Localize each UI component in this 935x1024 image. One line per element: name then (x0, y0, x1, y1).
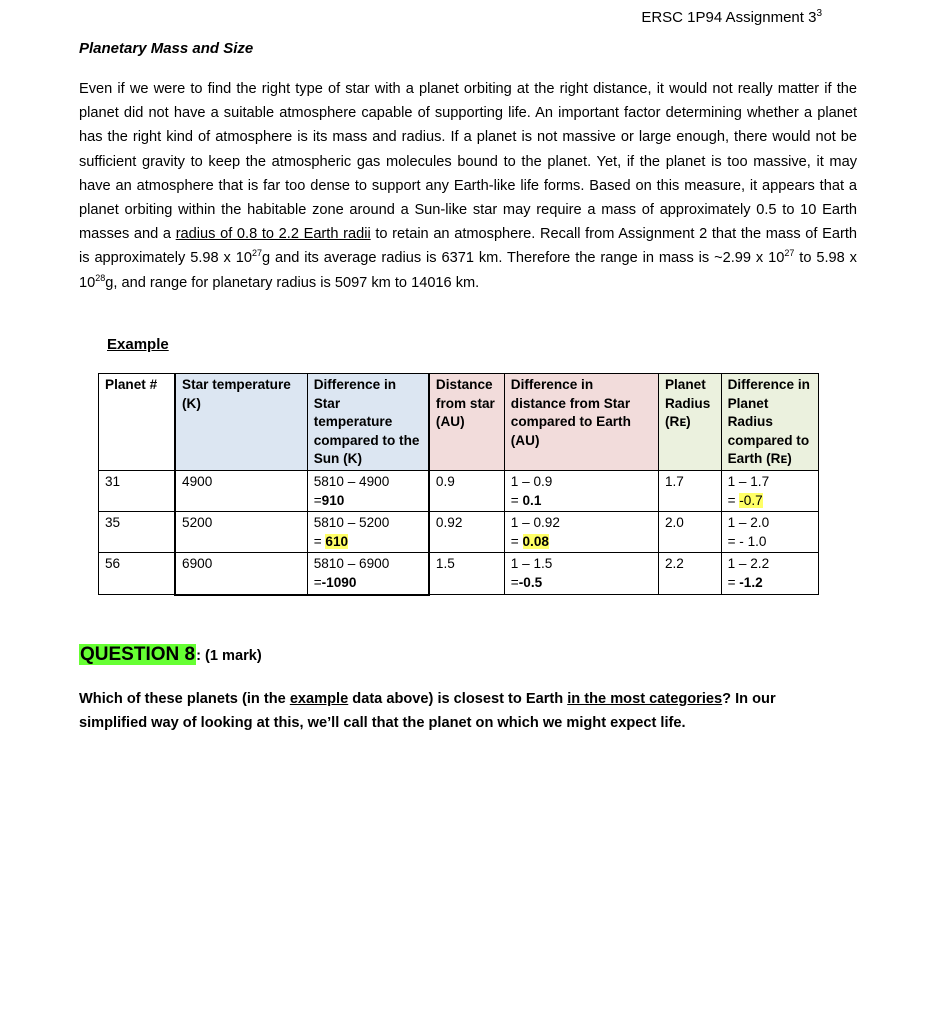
header-diff-temp: Difference in Star temperature compared to the Sun (K) (307, 374, 429, 471)
intro-paragraph (79, 77, 857, 295)
cell-diff-distance (504, 512, 658, 553)
table-row (99, 512, 819, 553)
cell-planet: 31 (99, 470, 176, 511)
table-row (99, 470, 819, 511)
question-tag: QUESTION 8 (80, 644, 196, 665)
diff-dist-expr: 1 – 0.9 (510, 473, 553, 489)
para-exp-3: 28 (95, 272, 106, 283)
header-radius: Planet Radius (Rᴇ) (658, 374, 721, 471)
diff-dist-result: -0.5 (518, 574, 543, 590)
diff-radius-result-highlight: -0.7 (739, 492, 763, 508)
diff-radius-result: -1.2 (739, 574, 763, 590)
para-exp-2: 27 (784, 248, 795, 259)
question-text-2: data above) is closest to Earth (348, 691, 568, 707)
header-distance: Distance from star (AU) (429, 374, 504, 471)
cell-diff-radius (721, 512, 818, 553)
para-text-4: to 5.98 x 10 (79, 250, 857, 291)
para-text-1: Even if we were to find the right type of star with a planet orbiting at the right distance, it would not really matter if the planet did not have a suitable atmosphere capable of supporting life. An important factor determining whether a planet has the right kind of atmosphere is its mass and radius. If a planet is not massive or large enough, there would not be sufficient gravity to keep the atmospheric gas molecules bound to the planet. Yet, if the planet is too massive, it may have an atmosphere that is far too dense to support any Earth-like life forms. Based on this measure, it appears that a planet orbiting within the habitable zone around a Sun-like star may require a mass of approximately 0.5 to 10 Earth masses and a (79, 81, 857, 243)
header-planet: Planet # (99, 374, 176, 471)
diff-dist-expr: 1 – 1.5 (510, 556, 553, 572)
question-heading (79, 644, 262, 666)
diff-radius-prefix: = - (727, 533, 748, 549)
table-header-row (99, 374, 819, 471)
diff-dist-prefix: = (510, 574, 519, 590)
header-superscript: 3 (816, 8, 822, 19)
question-underline-categories: in the most categories (567, 691, 723, 707)
page-header (641, 8, 822, 26)
cell-star-temp: 5200 (175, 512, 307, 553)
example-label: Example (107, 336, 169, 353)
cell-diff-temp (307, 470, 429, 511)
cell-diff-temp (307, 512, 429, 553)
cell-planet: 35 (99, 512, 176, 553)
diff-dist-prefix: = (510, 533, 523, 549)
cell-diff-temp (307, 553, 429, 595)
cell-radius: 2.0 (658, 512, 721, 553)
diff-temp-prefix: = (313, 533, 326, 549)
para-exp-1: 27 (251, 248, 262, 259)
cell-planet: 56 (99, 553, 176, 595)
diff-temp-expr: 5810 – 4900 (313, 473, 390, 489)
diff-temp-prefix: = (313, 574, 322, 590)
cell-diff-radius (721, 470, 818, 511)
header-text: ERSC 1P94 Assignment 3 (641, 9, 817, 26)
section-title: Planetary Mass and Size (79, 40, 254, 57)
diff-radius-prefix: = (727, 492, 740, 508)
cell-diff-distance (504, 470, 658, 511)
para-underlined-radius: radius of 0.8 to 2.2 Earth radii (175, 226, 371, 243)
header-star-temp: Star temperature (K) (175, 374, 307, 471)
table-row (99, 553, 819, 595)
question-text-3: ? In our simplified way of looking at this, we’ll call that the planet on which we might expect life. (79, 691, 776, 731)
cell-distance: 1.5 (429, 553, 504, 595)
diff-temp-result-highlight: 610 (325, 533, 349, 549)
question-text-1: Which of these planets (in the (79, 691, 290, 707)
cell-radius: 1.7 (658, 470, 721, 511)
para-text-2: to retain an atmosphere. Recall from Assignment 2 that the mass of Earth is approximately 5.98 x 10 (79, 226, 857, 267)
cell-diff-distance (504, 553, 658, 595)
cell-star-temp: 4900 (175, 470, 307, 511)
diff-temp-result: -1090 (321, 574, 357, 590)
diff-dist-expr: 1 – 0.92 (510, 515, 560, 531)
diff-radius-expr: 1 – 1.7 (727, 473, 770, 489)
diff-radius-expr: 1 – 2.2 (727, 556, 770, 572)
diff-dist-result-highlight: 0.08 (522, 533, 549, 549)
question-text (79, 687, 839, 735)
header-diff-distance: Difference in distance from Star compared to Earth (AU) (504, 374, 658, 471)
question-underline-example: example (289, 691, 349, 707)
diff-radius-prefix: = (727, 574, 740, 590)
cell-distance: 0.9 (429, 470, 504, 511)
cell-radius: 2.2 (658, 553, 721, 595)
diff-temp-result: 910 (321, 492, 345, 508)
para-text-3: g and its average radius is 6371 km. Therefore the range in mass is ~2.99 x 10 (261, 250, 785, 267)
cell-distance: 0.92 (429, 512, 504, 553)
diff-dist-prefix: = (510, 492, 523, 508)
diff-temp-prefix: = (313, 492, 322, 508)
diff-radius-expr: 1 – 2.0 (727, 515, 770, 531)
header-diff-radius: Difference in Planet Radius compared to Earth (Rᴇ) (721, 374, 818, 471)
example-table (98, 373, 819, 596)
para-text-5: g, and range for planetary radius is 5097 km to 14016 km. (105, 274, 480, 291)
diff-temp-expr: 5810 – 6900 (313, 556, 390, 572)
cell-diff-radius (721, 553, 818, 595)
diff-temp-expr: 5810 – 5200 (313, 515, 390, 531)
question-mark-info: : (1 mark) (196, 648, 262, 664)
diff-dist-result: 0.1 (522, 492, 542, 508)
cell-star-temp: 6900 (175, 553, 307, 595)
diff-radius-result: 1.0 (747, 533, 767, 549)
